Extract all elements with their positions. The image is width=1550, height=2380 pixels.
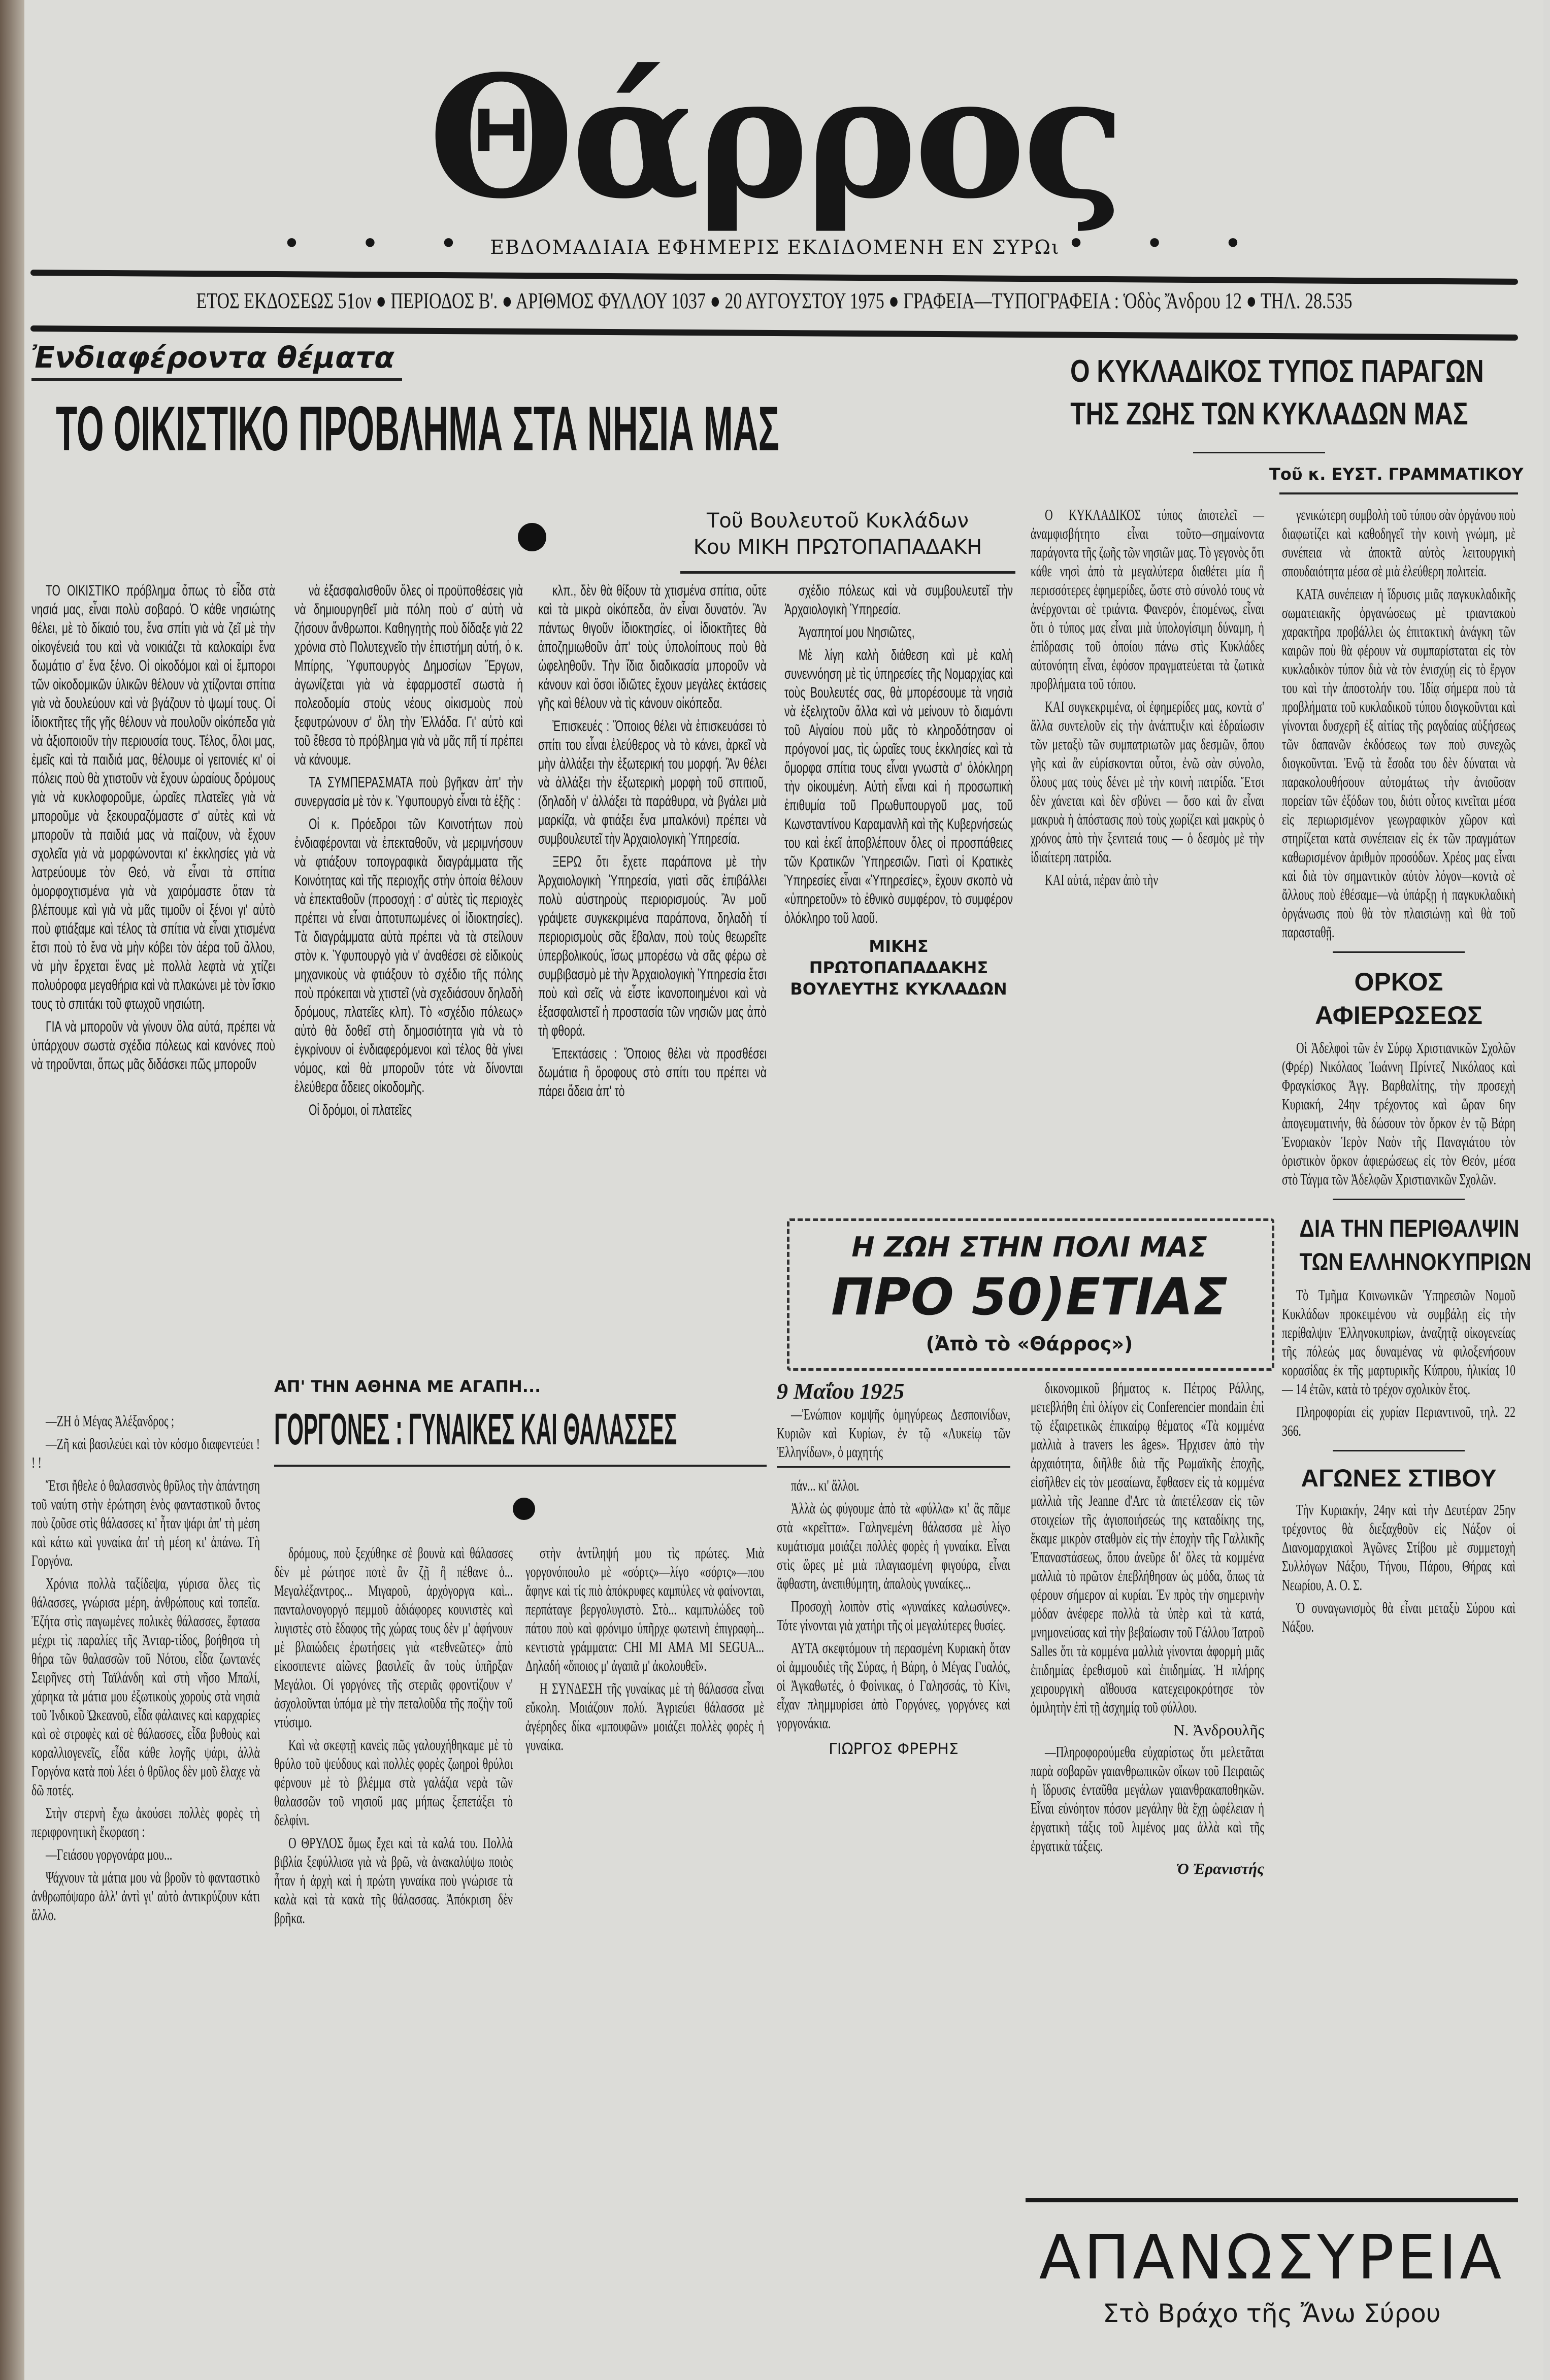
paragraph: κλπ., δὲν θὰ θίξουν τὰ χτισμένα σπίτια, οὔτε καὶ τὰ μικρὰ οἰκόπεδα, ἂν εἶναι δυνατόν. Ἂν πάντως θιγοῦν ἰδιοκτησίες, οἱ ἰδιοκτῆτες θὰ ἀποζημιωθοῦν ἀπ' τοὺς ὑπολοίπους ποὺ θὰ ὠφεληθοῦν. Τὴν ἴδια διαδικασία μποροῦν νὰ κάνουν καὶ ὅσοι ἰδιῶτες ἔχουν μεγάλες ἐκτάσεις γῆς καὶ θέλουν νὰ τὶς κάνουν οἰκόπεδα. — [538, 582, 767, 712]
dots-right: • • • — [1067, 226, 1268, 261]
main-byline — [660, 508, 1015, 560]
paragraph: ΤΑ ΣΥΜΠΕΡΑΣΜΑΤΑ ποὺ βγῆκαν ἀπ' τὴν συνεργασία μὲ τὸν κ. Ὑφυπουργὸ εἶναι τὰ ἑξῆς : — [294, 774, 523, 810]
paragraph: ΞΕΡΩ ὅτι ἔχετε παράπονα μὲ τὴν Ἀρχαιολογικὴ Ὑπηρεσία, γιατὶ σᾶς ἐπιβάλλει πολὺ αὐστηροὺς περιορισμούς. Ἂν μοῦ γράψετε συγκεκριμένα παράπονα, δηλαδὴ τί περιορισμοὺς σᾶς ἔβαλαν, ποὺ τοὺς θεωρεῖτε ὑπερβολικούς, ἴσως μπορέσω νὰ σᾶς φέρω σὲ συμβιβασμὸ μὲ τὴν Ἀρχαιολογικὴ Ὑπηρεσία ἔτσι ποὺ καὶ σεῖς νὰ εἶστε ἱκανοποιημένοι καὶ νὰ ἐξασφαλιστεῖ ἡ προστασία τῶν νησιῶν μας ἀπὸ τὴ φθορά. — [538, 853, 767, 1039]
paragraph: Πληροφορίαι εἰς χυρίαν Περιαντινοῦ, τηλ. 22 366. — [1282, 1403, 1515, 1439]
main-col-1-text — [31, 581, 275, 1074]
paragraph: —ΖΗ ὁ Μέγας Ἀλέξανδρος ; — [46, 1412, 175, 1430]
right-headline — [1020, 350, 1518, 436]
lower-col-4-stack — [777, 1378, 1010, 1758]
paragraph: στὴν ἀντίληψή μου τὶς πρώτες. Μιὰ γοργονόπουλο μὲ «σόρτς»—λίγο «σόρτς»—που ἄφηνε καὶ τίς πιὸ ἀπόκρυφες καμπύλες νὰ φαίνονται, περπάταγε βεργολυγιστὸ. Στὸ... καμπυλώδες τοῦ πάτου ποὺ καὶ φρόνιμο ὑπῆρχε φωτεινὴ ἐπιγραφὴ... κεντιστὰ γράμματα: CHI MI AMA MI SEGUA... Δηλαδή «ὅποιος μ' ἀγαπᾶ μ' ἀκολουθεῖ». — [525, 1544, 764, 1674]
right-headline-line-2: ΤΗΣ ΖΩΗΣ ΤΩΝ ΚΥΚΛΑΔΩΝ ΜΑΣ — [1070, 396, 1468, 432]
gorgones-col-2 — [274, 1543, 513, 1931]
main-col-4 — [784, 581, 1013, 1000]
paragraph: γενικώτερη συμβολὴ τοῦ τύπου σὰν ὀργάνου ποὺ διαφωτίζει καὶ καθοδηγεῖ τὴν κοινὴ γνώμη, μὲ συνέπεια νὰ ἀποκτᾶ αὐτὸς λειτουργικὴ σπουδαιότητα μέσα σὲ μιὰ ἐλεύθερη πολιτεία. — [1282, 506, 1515, 580]
perithalpsi-text — [1282, 1285, 1515, 1440]
signature-title: ΒΟΥΛΕΥΤΗΣ ΚΥΚΛΑΔΩΝ — [790, 979, 1007, 999]
ad-title: ΑΠΑΝΩΣΥΡΕΙΑ — [1039, 2223, 1505, 2293]
paragraph: Ἐπεκτάσεις : Ὅποιος θέλει νὰ προσθέσει δωμάτια ἢ ὄροφους στὸ σπίτι του πρέπει νὰ πάρει ἄδεια ἀπ' τὸ — [538, 1045, 767, 1100]
paragraph: Ἀγαπητοί μου Νησιῶτες, — [799, 624, 915, 641]
paragraph: ΚΑΤΑ συνέπειαν ἡ ἵδρυσις μιᾶς παγκυκλαδικῆς σωματειακῆς ὀργανώσεως μὲ τριαντακοὺ χαρακτῆρα προβάλλει ὡς ἐπιτακτικὴ ἀνάγκη τῶν καιρῶν ποὺ θὰ φέρουν νὰ συμπαρίσταται εἰς τὸν κυκλαδικὸν τύπον διὰ νὰ τὸν ἐνισχύῃ εἰς τὸ ἔργον του καὶ τὴν ἀποστολήν του. Ἰδίᾳ σήμερα ποὺ τὰ προβλήματα τοῦ κυκλαδικοῦ τύπου διογκοῦνται καὶ γίνονται δυσχερῆ ἐξ αἰτίας τῆς ραγδαίας αὐξήσεως τῶν δαπανῶν ἐκδόσεως των ποὺ συνεχῶς διογκοῦνται. Ἐνῷ τὰ ἔσοδα του δὲν δύναται νὰ παρακολουθήσουν αὐτομάτως τὴν ἀνιοῦσαν πορείαν τῶν ἐξόδων του, διότι οὗτος κινεῖται μέσα εἰς περιωρισμένον γεωγραφικὸν χῶρον καὶ στηρίζεται κατὰ συνέπειαν εἰς ἐκ τῶν πραγμάτων καθωρισμένον ἀριθμὸν προσόδων. Χρέος μας εἶναι καὶ διὰ τὸν σημαντικὸν αὐτὸν λόγον—κοντὰ σὲ ἄλλους ποὺ ἐθέσαμε—νὰ ὑπάρξῃ ἡ παγκυκλαδικὴ ὀργάνωσις ποὺ θὰ τὸν πλαισιώνῃ καὶ θὰ τοῦ παρασταθῇ. — [1282, 585, 1515, 941]
paragraph: Προσοχὴ λοιπὸν στὶς «γυναίκες καλωσύνες». Τότε γίνονται γιὰ χατήρι τῆς οἱ μεγαλύτερες θυσίες. — [777, 1597, 1010, 1634]
orkos-text — [1282, 1038, 1515, 1188]
box-bottom-rule — [777, 1466, 1010, 1468]
right-headline-line-1: Ο ΚΥΚΛΑΔΙΚΟΣ ΤΥΠΟΣ ΠΑΡΑΓΩΝ — [1070, 354, 1484, 389]
box-signature-1: Ν. Ἀνδρουλῆς — [1173, 1721, 1264, 1739]
gorgones-col-3-text — [525, 1543, 764, 1754]
paragraph: δρόμους, ποὺ ξεχύθηκε σὲ βουνὰ καὶ θάλασσες δὲν μὲ ρώτησε ποτὲ ἂν ζῇ ἢ πέθανε ὁ... Μεγαλέξαντρος... Μιγαροῦ, ἀρχόγοργα καὶ... πανταλονογοργό πεμμοῦ ἀδιάφορες κουνιστὲς καὶ λυγιστὲς στὸ ἔδαφος τῆς χώρας τους δὲν μ' ἀφήνουν μὲ βλαιώδεις ἐρωτήσεις γιὰ «τεθνεῶτες» ἀπὸ εἰκοσιπεντε αἰῶνες βασιλεῖς ἂν τοὺς ὑπῆρξαν Μεγάλοι. Οἱ γοργόνες τῆς στεριᾶς φροντίζουν ν' ἀσχολοῦνται ὑπόμα μὲ τὴν πεταλοῦδα τῆς ποζὴν τοῦ ντύσιμο. — [274, 1544, 513, 1731]
perithalpsi-headline — [1282, 1212, 1532, 1279]
main-col-1 — [31, 581, 275, 1078]
bullet-separator — [518, 523, 546, 551]
paragraph: πάν... κι' ἄλλοι. — [791, 1476, 860, 1494]
paragraph: Τὴν Κυριακήν, 24ην καὶ τὴν Δευτέραν 25ην τρέχοντος θὰ διεξαχθοῦν εἰς Νάξον οἱ Διανομαρχιακοὶ Ἀγῶνες Στίβου μὲ συμμετοχὴ Συλλόγων Νάξου, Τήνου, Πάρου, Θήρας καὶ Νεωρίου, Α. Ο. Σ. — [1282, 1501, 1515, 1594]
perithalpsi-rule — [1333, 1199, 1465, 1200]
box-signature-2: Ὁ Ἐρανιστής — [1176, 1860, 1264, 1877]
paragraph: ΚΑΙ αὐτά, πέραν ἀπὸ τὴν — [1045, 871, 1159, 888]
orkos-line-1: ΟΡΚΟΣ — [1354, 968, 1443, 996]
ad-subtitle: Στὸ Βράχο τῆς Ἄνω Σύρου — [1103, 2299, 1441, 2328]
gorgones-kicker: ΑΠ' ΤΗΝ ΑΘΗΝΑ ΜΕ ΑΓΑΠΗ... — [274, 1377, 541, 1396]
paragraph: Στὴν στερνὴ ἔχω ἀκούσει πολλὲς φορὲς τὴ περιφρονητικὴ ἔκφραση : — [31, 1804, 260, 1840]
paragraph: —Ἐνώπιον κομψῆς ὁμηγύρεως Δεσποινίδων, Κυριῶν καὶ Κυρίων, ἐν τῷ «Λυκείῳ τῶν Ἑλληνίδων», ὁ μαχητής — [777, 1405, 1010, 1461]
perithalpsi-line-2: ΤΩΝ ΕΛΛΗΝΟΚΥΠΡΙΩΝ — [1299, 1249, 1532, 1276]
orkos-headline — [1282, 965, 1515, 1032]
paragraph: —Πληροφορούμεθα εὐχαρίστως ὅτι μελετᾶται παρὰ σοβαρῶν γαιανθρωπικῶν οἴκων τοῦ Πειραιῶς ἡ ἵδρυσις ἐνταῦθα μεγάλων γαιανθρακαποθηκῶν. Εἶναι εὐνόητον πόσον μεγάλην θὰ ἔχῃ ὠφέλειαν ἡ ἐργατικὴ τάξις τοῦ λιμένος μας ἀλλὰ καὶ τῆς ἐργατικὰ τάξεις. — [1031, 1743, 1264, 1855]
dots-left: • • • — [282, 226, 483, 261]
main-col-2 — [294, 581, 523, 1123]
agones-headline: ΑΓΩΝΕΣ ΣΤΙΒΟΥ — [1301, 1465, 1497, 1492]
gorgones-headline: ΓΟΡΓΟΝΕΣ : ΓΥΝΑΙΚΕΣ ΚΑΙ ΘΑΛΑΣΣΕΣ — [274, 1404, 677, 1454]
box-headline: ΠΡΟ 50)ΕΤΙΑΣ — [831, 1267, 1228, 1327]
box-source: (Ἀπὸ τὸ «Θάρρος») — [926, 1333, 1133, 1355]
paragraph: Χρόνια πολλὰ ταξίδεψα, γύρισα ὅλες τὶς θάλασσες, γνώρισα μέρη, ἀνθρώπους καὶ τοπεῖα. Ἐζήτα στὶς παγωμένες πολικὲς θάλασσες, ἔφτασα μέχρι τὶς παραλίες τῆς Ἀνταρ-τίδος, βοήθησα τὴ θήρα τῶν θαλασσῶν τοῦ Νότου, εἶδα ζωντανές Σειρῆνες στὴ Ταϊλάνδη καὶ στὴ νῆσο Μπαλί, χάρηκα τὰ μάτια μου ἐξωτικοὺς χοροὺς στὰ νησιὰ τοῦ Ἰνδικοῦ Ὠκεανοῦ, εἶδα φάλαινες καὶ καρχαρίες καὶ σὲ στροφὲς καὶ σὲ θάλασσες, εἶδα βυθοὺς καὶ κοραλλιογενεῖς, εἶδα κάθε λογῆς ψάρι, ἀλλὰ Γοργόνα κατὰ ποὺ λέει ὁ θρῦλος δὲν μοῦ ἔλαχε νὰ δῶ ποτές. — [31, 1574, 260, 1799]
paragraph: Ἐπισκευές : Ὅποιος θέλει νὰ ἐπισκευάσει τὸ σπίτι του εἶναι ἐλεύθερος νὰ τὸ κάνει, ἀρκεῖ νὰ μὴν ἀλλάξει τὴν ἐξωτερική του μορφή. Ἂν θέλει νὰ ἀλλάξει τὴν ἐξωτερικὴ μορφὴ τοῦ σπιτιοῦ, (δηλαδὴ ν' ἀλλάξει τὰ παράθυρα, νὰ βγάλει μιὰ μαρκίζα, νὰ φτιάξει ἕνα μπαλκόνι) πρέπει νὰ συμβουλευτεῖ τὴν Ἀρχαιολογικὴ Ὑπηρεσία. — [538, 718, 767, 847]
paragraph: Οἱ κ. Πρόεδροι τῶν Κοινοτήτων ποὺ ἐνδιαφέρονται νὰ ἐπεκταθοῦν, νὰ μεριμνήσουν νὰ φτιάξουν τοπογραφικὰ διαγράμματα τῆς Κοινότητας καὶ τῆς περιοχῆς στὴν ὁποία θέλουν νὰ ἐπεκταθοῦν (προσοχή : σ' αὐτὲς τὶς περιοχὲς πρέπει νὰ εἶναι ἀποτυπωμένες οἱ ἰδιοκτησίες). Τὰ διαγράμματα αὐτὰ πρέπει νὰ τὰ στείλουν στὸν κ. Ὑφυπουργὸ γιὰ ν' ἀναθέσει σὲ εἰδικοὺς μηχανικοὺς νὰ φτιάξουν τὸ σχέδιο τῆς πόλης ποὺ πρόκειται νὰ χτιστεῖ (νὰ σχεδιάσουν δηλαδὴ δρόμους, πλατεῖες κλπ). Τὸ «σχέδιο πόλεως» αὐτὸ θὰ δοθεῖ στὴ δημοσιότητα γιὰ νὰ τὸ ἐγκρίνουν οἱ ἐνδιαφερόμενοι καὶ τέλος θὰ γίνει νόμος, καὶ θὰ μποροῦν τότε νὰ δίνονται ἐλεύθερα ἄδειες οἰκοδομῆς. — [294, 816, 523, 1096]
paragraph: Ο ΘΡΥΛΟΣ ὅμως ἔχει καὶ τὰ καλά του. Πολλὰ βιβλία ξεφύλλισα γιὰ νὰ βρῶ, νὰ ἀνακαλύψω ποιὸς ἦταν ἡ ἀρχὴ καὶ ἡ πρώτη γυναίκα ποὺ γνώρισε τὰ καλὰ καὶ τὰ κακὰ τῆς θάλασσας. Ἀπόκριση δὲν βρῆκα. — [274, 1834, 513, 1927]
paragraph: σχέδιο πόλεως καὶ νὰ συμβουλευτεῖ τὴν Ἀρχαιολογικὴ Ὑπηρεσία. — [784, 582, 1013, 618]
paragraph: Τὸ Τμῆμα Κοινωνικῶν Ὑπηρεσιῶν Νομοῦ Κυκλάδων προκειμένου νὰ συμβάλῃ εἰς τὴν περίθαλψιν Ἑλληνοκυπρίων, ἀναζητᾷ οἰκογενείας τῆς πόλεώς μας δυναμένας νὰ φιλοξενήσουν κορασίδας ἐκ τῆς μαρτυρικῆς Κύπρου, ἡλικίας 10 — 14 ἐτῶν, κατὰ τὸ τρέχον σχολικὸν ἔτος. — [1282, 1286, 1515, 1398]
gorgones-col-3 — [525, 1543, 764, 1758]
ad-block — [1026, 2198, 1518, 2365]
main-col-3-text — [538, 581, 767, 1101]
byline-line-1: Τοῦ Βουλευτοῦ Κυκλάδων — [707, 509, 969, 533]
right-headline-rule — [1193, 452, 1325, 453]
paragraph: Ὁ συναγωνισμὸς θὰ εἶναι μεταξὺ Σύρου καὶ Νάξου. — [1282, 1599, 1515, 1635]
orkos-rule — [1333, 951, 1465, 953]
gorgones-headline-wrap — [274, 1404, 767, 1460]
main-col-4-text — [784, 581, 1013, 928]
main-headline: ΤΟ ΟΙΚΙΣΤΙΚΟ ΠΡΟΒΛΗΜΑ ΣΤΑ ΝΗΣΙΑ ΜΑΣ — [56, 394, 779, 465]
paragraph: ΚΑΙ συγκεκριμένα, οἱ ἐφημερίδες μας, κοντὰ σ' ἄλλα συντελοῦν εἰς τὴν ἀνάπτυξιν καὶ ἑδραίωσιν τῶν μεταξὺ τῶν συμπατριωτῶν μας δεσμῶν, ὅπου γῆς καὶ ἂν εὑρίσκονται οὗτοι, ἐνῶ σὰν σύνολο, ὅλους μας τοὺς δένει μὲ τὴν κοινὴ πατρίδα. Ἔτσι δὲν χάνεται καὶ δὲν σβύνει — ὅσο καὶ ἂν εἶναι μακρυὰ ἡ ἀπόστασις ποὺ τοὺς χωρίζει καὶ μακρὺς ὁ χρόνος ἀπὸ τὴν ξενιτειά τους — ὁ δεσμὸς μὲ τὴν ἰδιαίτερη πατρίδα. — [1031, 698, 1264, 866]
paragraph: —Ζῆ καὶ βασιλεύει καὶ τὸν κόσμο διαφεντεύει ! ! ! — [31, 1435, 260, 1471]
paragraph: Καὶ νὰ σκεφτῇ κανεὶς πῶς γαλουχήθηκαμε μὲ τὸ θρύλο τοῦ ψεύδους καὶ πολλὲς φορὲς ζωηροὶ θρύλοι φέρνουν μὲ τὸ βλέμμα στὰ γαλάζια νερὰ τῶν θαλασσῶν τοῦ νησιοῦ μας μήπως ξεπετάξει τὸ δελφίνι. — [274, 1736, 513, 1829]
byline-rule — [680, 571, 1015, 574]
gorgones-col-2-text — [274, 1543, 513, 1927]
paragraph: Ἔτσι ἤθελε ὁ θαλασσινὸς θρῦλος τὴν ἀπάντηση τοῦ ναύτη στὴν ἐρώτηση ἑνὸς φανταστικοῦ ὄντος ποὺ ζοῦσε στὶς θάλασσες κι' ἦταν ψάρι ἀπ' τὴ μέση καὶ κάτω καὶ γυναίκα ἀπ' τὴ μέση κι' ἀπάνω. Τὴ Γοργόνα. — [31, 1476, 260, 1569]
box-col-3 — [1031, 1742, 1264, 1855]
gorgones-rule — [274, 1465, 767, 1467]
gorgones-signature: ΓΙΩΡΓΟΣ ΦΡΕΡΗΣ — [829, 1740, 959, 1758]
paragraph: Η ΣΥΝΔΕΣΗ τῆς γυναίκας μὲ τὴ θάλασσα εἶναι εὔκολη. Μοιάζουν πολύ. Ἀγριεύει θάλασσα μὲ ἀγέρηδες δίκα «μπουφῶν» μοιάζει πολλὲς φορὲς ἡ γυναίκα. — [525, 1679, 764, 1754]
main-col-3 — [538, 581, 767, 1105]
box-date: 9 Μαΐου 1925 — [777, 1379, 905, 1404]
gorgones-bullet — [513, 1498, 535, 1520]
right-col-2-stack — [1282, 505, 1532, 1640]
paragraph: ΓΙΑ νὰ μποροῦν νὰ γίνουν ὅλα αὐτά, πρέπει νὰ ὑπάρχουν σωστὰ σχέδια πόλεως καὶ κανόνες ποὺ νὰ τηροῦνται, ὅπως μᾶς διδάσκει πῶς μποροῦν — [31, 1018, 275, 1073]
main-signature — [784, 936, 1013, 1000]
paragraph: ΤΟ ΟΙΚΙΣΤΙΚΟ πρόβλημα ὅπως τὸ εἶδα στὰ νησιά μας, εἶναι πολὺ σοβαρό. Ὁ κάθε νησιώτης θέλει, μὲ τὸ δίκαιό του, ἕνα σπίτι γιὰ νὰ ζεῖ μὲ τὴν οἰκογένειά του καὶ νὰ νοικιάζει τὰ καλοκαίρι ἕνα δωμάτιο σ' ἕνα ξένο. Οἱ οἰκοδόμοι καὶ οἱ ἔμποροι τῶν οἰκοδομικῶν ὑλικῶν θέλουν νὰ χτίζονται σπίτια γιὰ νὰ δουλεύουν καὶ νὰ βγάζουν τὸ ψωμί τους. Οἱ ἰδιοκτῆτες τῆς γῆς θέλουν νὰ πουλοῦν οἰκόπεδα γιὰ νὰ ἀξιοποιοῦν τὴν περιουσία τους. Τέλος, ὅλοι μας, ἐμεῖς καὶ τὰ παιδιά μας, θέλουμε οἱ γειτονιές κι' οἱ πόλεις ποὺ θὰ χτιστοῦν νὰ ἔχουν ὡραίους δρόμους γιὰ νὰ κυκλοφοροῦμε, ὡραῖες πλατεῖες γιὰ νὰ μποροῦμε νὰ ξεκουραζόμαστε σ' αὐτὲς καὶ νὰ μποροῦν τὰ παιδιά μας νὰ παίζουν, νὰ ἔχουν σχολεῖα γιὰ νὰ μορφώνονται κι' ἐκκλησίες γιὰ νὰ λατρεύουμε τὸν Θεό, νὰ εἶναι τὰ σπίτια ὁμορφοχτισμένα γιὰ νὰ χαιρόμαστε ὅταν τὰ βλέπουμε καὶ γιὰ νὰ μᾶς τιμοῦν οἱ ξένοι γι' αὐτὸ ποὺ φτιάξαμε καὶ τέλος τὰ σπίτια νὰ εἶναι χτισμένα ἔτσι ποὺ τὸ ἕνα νὰ μὴν κόβει τὸν ἀέρα τοῦ ἄλλου, νὰ μὴν ἔρχεται ἕνας μὲ πολλὰ λεφτὰ νὰ χτίζει πολυόροφα μεγαθήρια καὶ νὰ πλακώνει μὲ τὸν ἴσκιο τους τὸ σπιτάκι τοῦ φτωχοῦ νησιώτη. — [31, 582, 275, 1012]
right-byline-rule — [1279, 492, 1518, 494]
gorgones-col-1-text — [31, 1411, 260, 1924]
paragraph: ΑΥΤΑ σκεφτόμουν τὴ περασμένη Κυριακὴ ὅταν οἱ ἀμμουδιὲς τῆς Σύρας, ἡ Βάρη, ὁ Μέγας Γυαλός, οἱ Ἀγκαθωτές, ὁ Φοίνικας, ὁ Γαλησσάς, τὸ Κίνι, εἶχαν πλημμυρίσει ἀπὸ Γοργόνες, γοργόνες καὶ γοργονάκια. — [777, 1639, 1010, 1732]
gorgones-col-4 — [777, 1476, 1010, 1732]
masthead-title: Θάρρος — [428, 39, 1122, 236]
signature-name: ΜΙΚΗΣ ΠΡΩΤΟΠΑΠΑΔΑΚΗΣ — [809, 937, 988, 977]
main-headline-wrap — [56, 393, 1010, 470]
right-col-1-text — [1031, 505, 1264, 889]
agones-text — [1282, 1500, 1515, 1636]
main-col-2-text — [294, 581, 523, 1119]
byline-line-2: Κου ΜΙΚΗ ΠΡΩΤΟΠΑΠΑΔΑΚΗ — [693, 536, 982, 559]
perithalpsi-line-1: ΔΙΑ ΤΗΝ ΠΕΡΙΘΑΛΨΙΝ — [1299, 1215, 1520, 1242]
paragraph: Ψάχνουν τὰ μάτια μου νὰ βροῦν τὸ φανταστικὸ ἀνθρωπόψαρο ἀλλ' ἀντὶ γι' αὐτὸ ἀντικρύζουν κάτι ἄλλο. — [31, 1868, 260, 1924]
paragraph: Οἱ δρόμοι, οἱ πλατεῖες — [309, 1102, 412, 1118]
orkos-line-2: ΑΦΙΕΡΩΣΕΩΣ — [1315, 1001, 1482, 1030]
paragraph: Ο ΚΥΚΛΑΔΙΚΟΣ τύπος ἀποτελεῖ — ἀναμφισβήτητο εἶναι τοῦτο—σημαίνοντα παράγοντα τῆς ζωῆς τῶν νησιῶν μας. Τὸ γεγονὸς ὅτι κάθε νησὶ ἀπὸ τὰ μεγαλύτερα διαθέτει μία ἢ περισσότερες ἐφημερίδες, ὥστε στὸ σύνολό τους νὰ ἀνέρχονται σὲ τριάντα. Φανερόν, ἑπομένως, εἶναι ὅτι ὁ τύπος μας εἶναι μιὰ ὑπολογίσιμη δύναμη, ἡ ἐπίδρασις τοῦ ὁποίου πάνω στὶς Κυκλάδες αὐτονόητη εἶναι, ἐφόσον πραγματεύεται τὰ ζωτικὰ προβλήματα τοῦ τόπου. — [1031, 506, 1264, 692]
gorgones-col-1 — [31, 1411, 260, 1928]
box-kicker: Η ΖΩΗ ΣΤΗΝ ΠΟΛΙ ΜΑΣ — [851, 1231, 1207, 1263]
kicker-underline — [31, 378, 402, 381]
paragraph: νὰ ἐξασφαλισθοῦν ὅλες οἱ προϋποθέσεις γιὰ νὰ δημιουργηθεῖ μιὰ πόλη ποὺ σ' αὐτὴ νὰ ζήσουν ἄνθρωποι. Καθηγητὴς ποὺ δίδαξε γιὰ 22 χρόνια στὸ Πολυτεχνεῖο τὴν ἐπιστήμη αὐτή, ὁ κ. Μπίρης, Ὑφυπουργὸς Δημοσίων Ἔργων, ἀγωνίζεται γιὰ νὰ ἐφαρμοστεῖ σωστὰ ἡ πολεοδομία στοὺς νέους οἰκισμοὺς ποὺ ξεφυτρώνουν σ' ὅλη τὴν Ἑλλάδα. Γι' αὐτὸ καὶ τοῦ ἔθεσα τὸ πρόβλημα γιὰ νὰ μᾶς πῆ τί πρέπει νὰ κάνουμε. — [294, 582, 523, 768]
masthead-subtitle — [0, 226, 1550, 261]
paragraph: Μὲ λίγη καλὴ διάθεση καὶ μὲ καλὴ συνεννόηση μὲ τὶς ὑπηρεσίες τῆς Νομαρχίας καὶ τοὺς Βουλευτές σας, θὰ μπορέσουμε τὰ νησιὰ νὰ ἐξελιχτοῦν ἄλλα καὶ νὰ μείνουν τὸ διαμάντι τοῦ Αἰγαίου ποὺ μᾶς τὸ κληροδότησαν οἱ πρόγονοί μας, τὶς ὡραῖες τους ἐκκλησίες καὶ τὰ ὅμορφα σπίτια τους εἶναι γνωστὰ σ' ὁλόκληρη τὴν οἰκουμένη. Αὐτὴ εἶναι καὶ ἡ προσωπικὴ ἐπιθυμία τοῦ Πρωθυπουργοῦ μας, τοῦ Κωνσταντίνου Καραμανλῆ καὶ τῆς Κυβερνήσεώς του καὶ ἐκεῖ ἀποβλέπουν ὅλες οἱ προσπάθειες τῶν Κρατικῶν Ὑπηρεσιῶν. Γιατὶ οἱ Κρατικὲς Ὑπηρεσίες εἶναι «Ὑπηρεσίες», ἔχουν σκοπὸ νὰ «ὑπηρετοῦν» τὸ ἐθνικὸ συμφέρον, τὸ συμφέρον ὁλόκληρο τοῦ λαοῦ. — [784, 647, 1013, 927]
right-col-1 — [1031, 505, 1264, 893]
paragraph: —Γειάσου γοργονάρα μου... — [46, 1845, 173, 1863]
page-edge — [0, 0, 24, 2380]
right-byline: Τοῦ κ. ΕΥΣΤ. ΓΡΑΜΜΑΤΙΚΟΥ — [1269, 465, 1524, 484]
paragraph: δικονομικοῦ βήματος κ. Πέτρος Ράλλης, μετεβλήθη ἐπὶ ὀλίγον εἰς Conferencier mondain ἐπὶ τῷ ἐξαιρετικῶς ἐπικαίρῳ θέματος «Τὰ κομμένα μαλλιὰ à travers les âges». Ἠρχισεν ἀπὸ τὴν ἀρχαιότητα, διῆλθε διὰ τῆς Ρωμαϊκῆς ἐποχῆς, εἰσῆλθεν εἰς τὸν μεσαίωνα, ἔφθασεν εἰς τὰ κομμένα μαλλιὰ τῆς Jeanne d'Arc τὰ ἀπετέλεσαν εἰς τῶν στοιχείων τῆς ἀγιοποιήσεώς της καταδίκης της, ἔκαμε μικρὸν σταθμὸν εἰς τὴν ἐποχὴν τῆς Γαλλικῆς Ἐπαναστάσεως, ὅπου ἀνεῦρε δι' ὅλες τὰ κομμένα μαλλιὰ τὸ πρῶτον ἐπεβλήθησαν ὡς μόδα, ὅπως τὰ φέρουν σήμερον αἱ κυρίαι. Ἐν πρὸς τὴν σημερινὴν μόδαν ἀνέφερε πολλὰ τὰ ὑπὲρ καὶ τὰ κατά, μνημονεύσας καὶ τὴν βεβαίωσιν τοῦ Γάλλου Ἰατροῦ Salles ὅτι τὰ κομμένα μαλλιὰ γίνονται ἀφορμὴ μιᾶς ἐπιδημίας ἐρεθισμοῦ καὶ ἐπιδημίας. Ἡ πλήρης χειρουργικὴ αἴθουσα κατεχειροκρότησε τὸν ὁμιλητὴν ἐπὶ τῇ ἀσχημίᾳ τοῦ φύλλου. — [1031, 1379, 1264, 1716]
issue-info: ΕΤΟΣ ΕΚΔΟΣΕΩΣ 51ον ● ΠΕΡΙΟΔΟΣ Β'. ● ΑΡΙΘΜΟΣ ΦΥΛΛΟΥ 1037 ● 20 ΑΥΓΟΥΣΤΟΥ 1975 ● ΓΡΑΦΕΙΑ—ΤΥΠΟΓΡΑΦΕΙΑ : Ὁδὸς Ἄνδρου 12 ● ΤΗΛ. 28.535 — [196, 289, 1353, 314]
section-kicker: Ἐνδιαφέροντα θέματα — [31, 340, 394, 375]
paragraph: Οἱ Ἀδελφοὶ τῶν ἐν Σύρῳ Χριστιανικῶν Σχολῶν (Φρέρ) Νικόλαος Ἰωάννη Πρίντεζ Νικόλαος καὶ Φραγκίσκος Ἀγγ. Βαρθαλίτης, τὴν προσεχὴ Κυριακή, 24ην τρέχοντος καὶ ὥραν 6ην ἀπογευματινήν, θὰ δώσουν τὸν ὅρκον ἐν τῷ Βάρη Ἐνοριακὸν Ἱερὸν Ναὸν τῆς Παναγιάτου τὸν ὁριστικὸν ὅρκον ἀφιερώσεως εἰς τὸν Θεόν, μέσα στὸ Τάγμα τῶν Ἀδελφῶν Χριστιανικῶν Σχολῶν. — [1282, 1039, 1515, 1188]
right-col-2 — [1282, 505, 1515, 941]
box-col-1 — [777, 1405, 1010, 1461]
box-col-stack — [1031, 1378, 1264, 1878]
box-col-2 — [1031, 1378, 1264, 1716]
paragraph: Ἀλλὰ ὡς φύγουμε ἀπὸ τὰ «φύλλα» κι' ἂς πᾶμε στὰ «κρεῖττα». Γαληνεμένη θάλασσα μὲ λίγο κυμάτισμα μοιάζει πολλὲς φορὲς ἡ γυναίκα. Εἶναι στὶς ὥρες μὲ μιὰ πλαγιασμένη φιγούρα, εἶναι ἄφθαστη, ἀνεπιθύμητη, ἀπαλοὺς γυναίκες... — [777, 1499, 1010, 1592]
subtitle-text: ΕΒΔΟΜΑΔΙΑΙΑ ΕΦΗΜΕΡΙΣ ΕΚΔΙΔΟΜΕΝΗ ΕΝ ΣΥΡΩι — [490, 236, 1060, 258]
agones-rule — [1333, 1450, 1465, 1451]
